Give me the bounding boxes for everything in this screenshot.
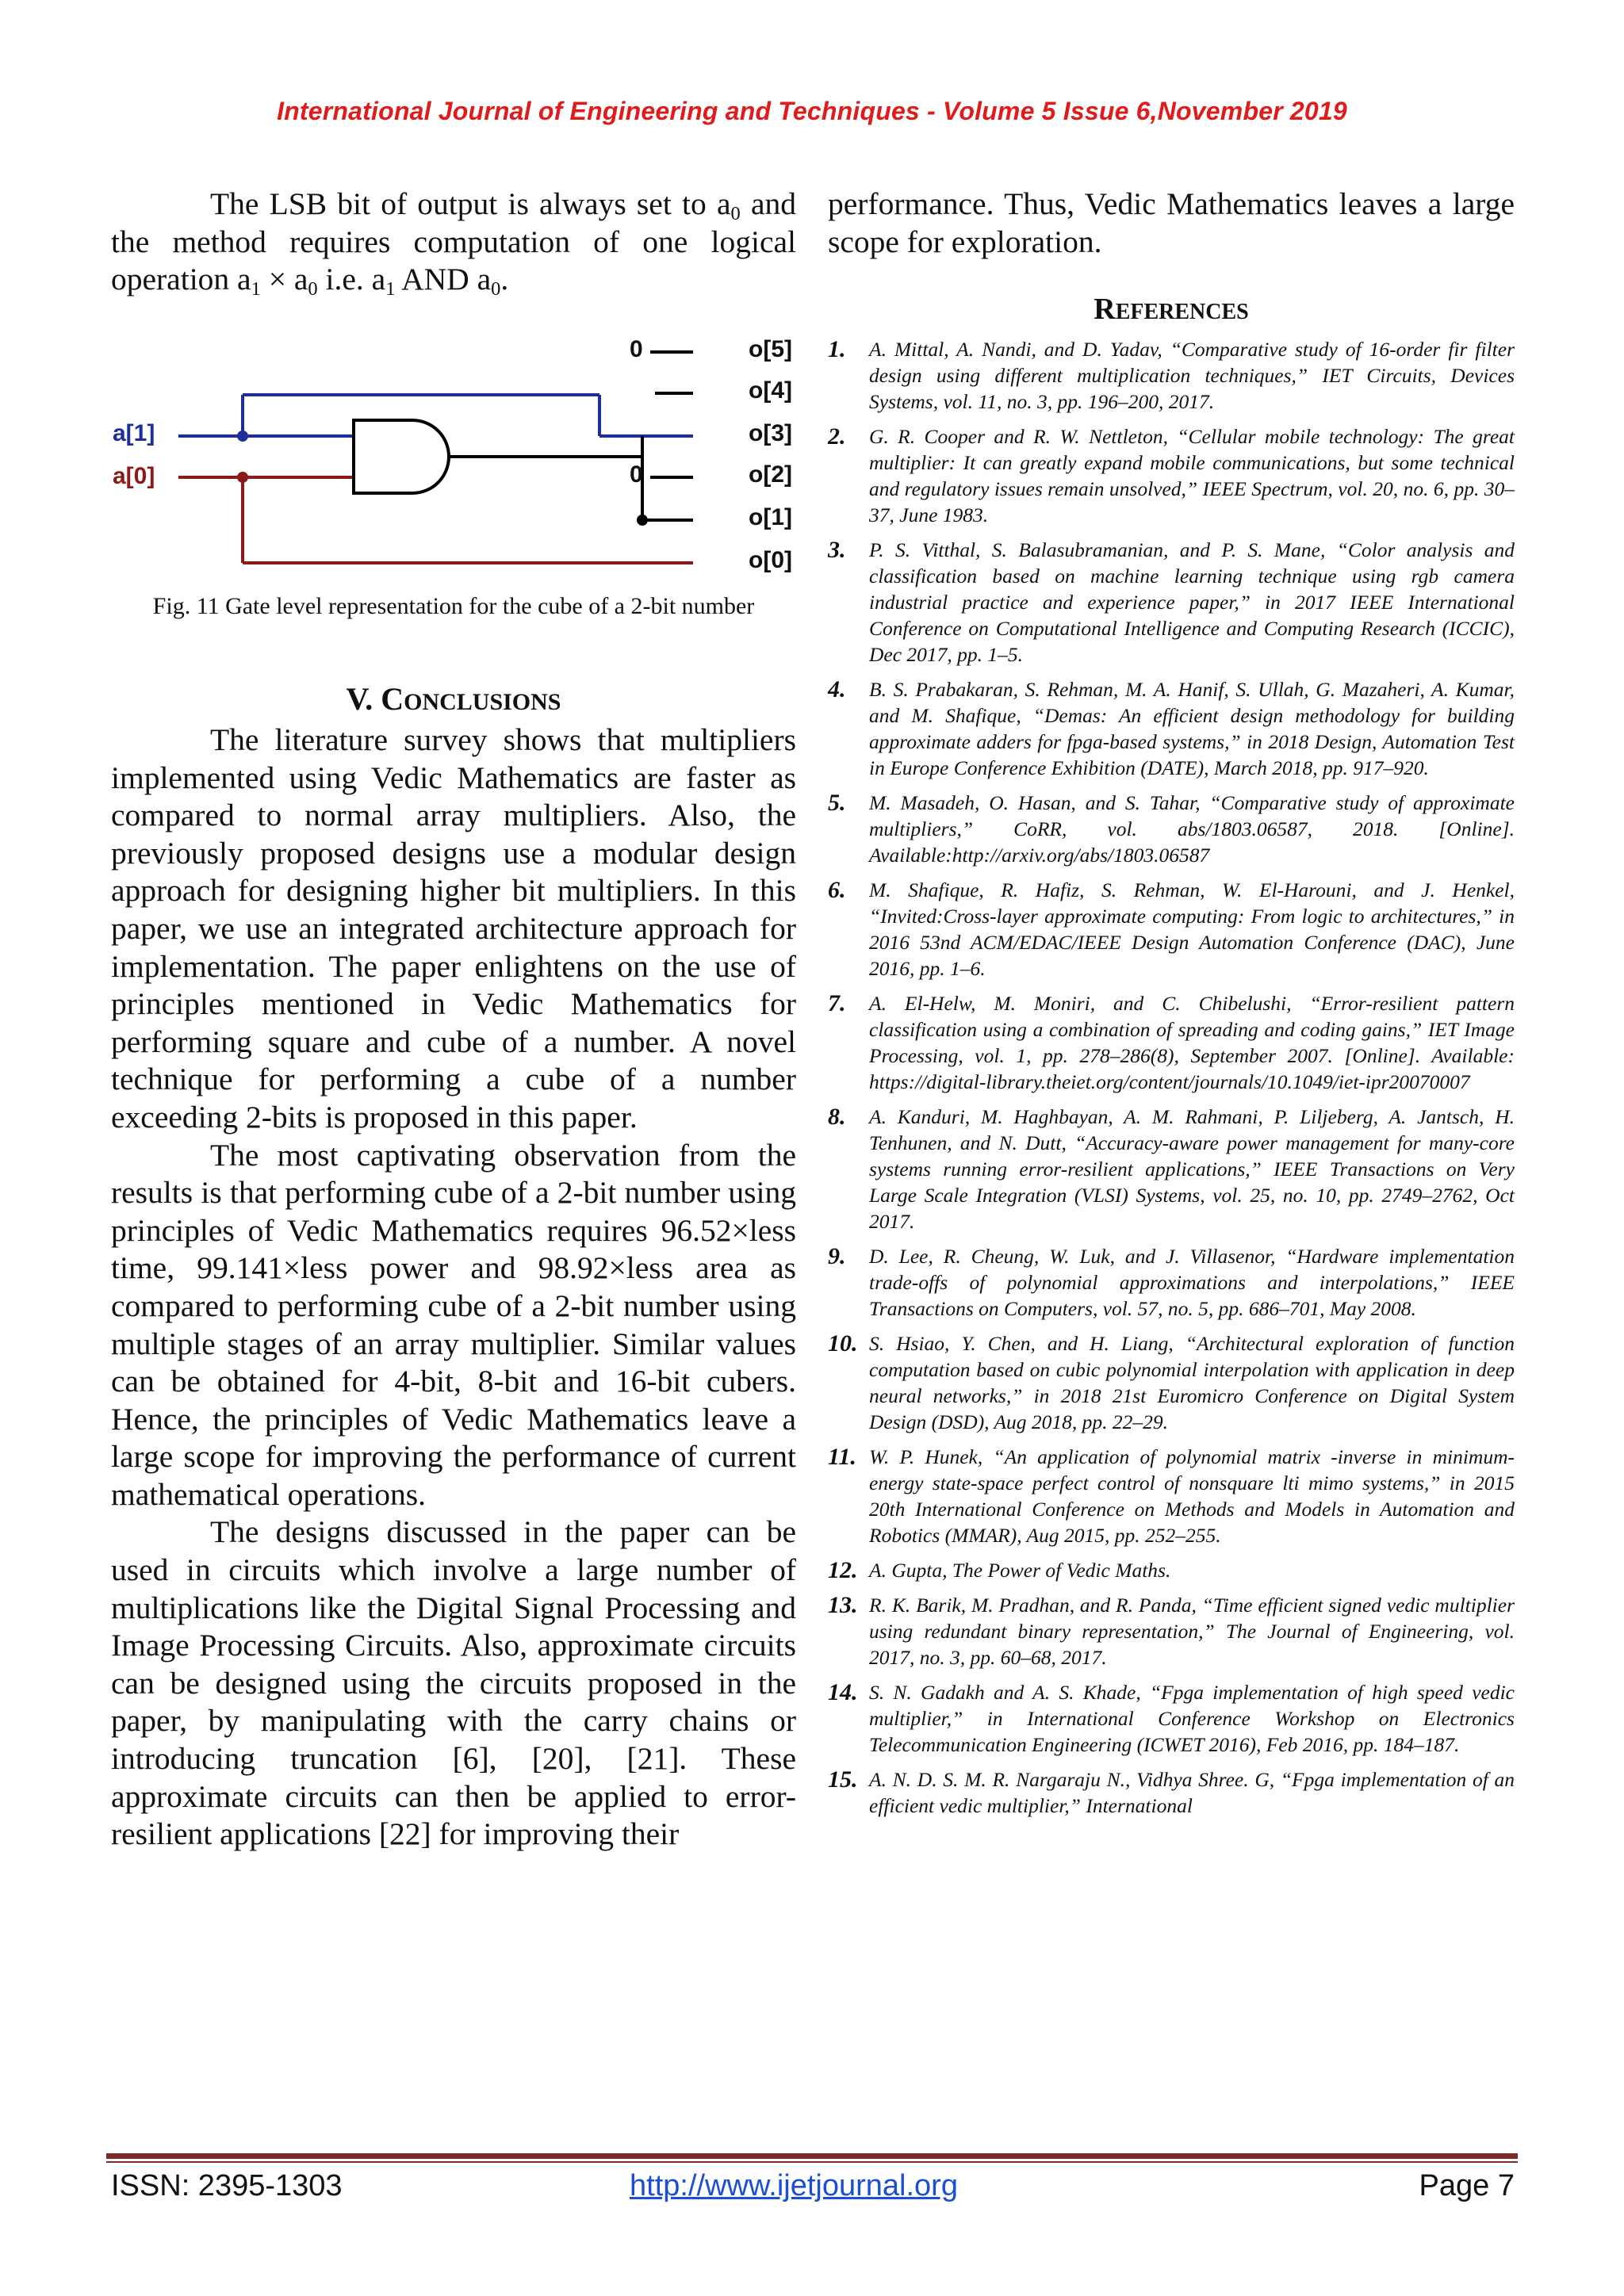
conclusions-body (111, 721, 796, 1854)
left-intro-paragraph: The LSB bit of output is always set to $a_0$ and the method requires computation of one logical operation $a_1 \times a_0$ i.e. $a_1$ AND $a_0$. (111, 186, 796, 300)
reference-item: 13. R. K. Barik, M. Pradhan, and R. Panda, “Time efficient signed vedic multiplier using redundant binary representation,” The Journal of Engineering, vol. 2017, no. 3, pp. 60–68, 2017. (828, 1592, 1515, 1669)
conclusion-paragraph: The most captivating observation from the results is that performing cube of a 2-bit number using principles of Vedic Mathematics requires 96.52×less time, 99.141×less power and 98.92×less area as compared to performing cube of a 2-bit number using multiple stages of an array multiplier. Similar values can be obtained for 4-bit, 8-bit and 16-bit cubers. Hence, the principles of Vedic Mathematics leave a large scope for improving the performance of current mathematical operations. (111, 1137, 796, 1512)
conclusion-paragraph: The designs discussed in the paper can be used in circuits which involve a large number of multiplications like the Digital Signal Processing and Image Processing Circuits. Also, approximate circuits can be designed using the circuits proposed in the paper, by manipulating with the carry chains or introducing truncation [6], [20], [21]. These approximate circuits can then be applied to error-resilient applications [22] for improving their (111, 1514, 796, 1852)
reference-item: 4. B. S. Prabakaran, S. Rehman, M. A. Hanif, S. Ullah, G. Mazaheri, A. Kumar, and M. Shafique, “Demas: An efficient design methodology for building approximate adders for fpga-based systems,” in 2018 Design, Automation Test in Europe Conference Exhibition (DATE), March 2018, pp. 917–920. (828, 676, 1515, 779)
reference-item: 10. S. Hsiao, Y. Chen, and H. Liang, “Architectural exploration of function computation based on cubic polynomial interpolation with application in deep neural networks,” in 2018 21st Euromicro Conference on Digital System Design (DSD), Aug 2018, pp. 22–29. (828, 1330, 1515, 1433)
input-label-a0: a[0] (113, 463, 155, 489)
reference-item: 14. S. N. Gadakh and A. S. Khade, “Fpga implementation of high speed vedic multiplier,” in International Conference Workshop on Electronics Telecommunication Engineering (ICWET 2016), Feb 2016, pp. 184–187. (828, 1679, 1515, 1756)
reference-item: 2. G. R. Cooper and R. W. Nettleton, “Cellular mobile technology: The great multiplier: It can greatly expand mobile communications, but some technical and regulatory issues remain unsolved,” IEEE Spectrum, vol. 20, no. 6, pp. 30–37, June 1983. (828, 423, 1515, 526)
reference-item: 5. M. Masadeh, O. Hasan, and S. Tahar, “Comparative study of approximate multipliers,” CoRR, vol. abs/1803.06587, 2018. [Online]. Available:http://arxiv.org/abs/1803.06587 (828, 790, 1515, 867)
conclusion-paragraph: The literature survey shows that multipliers implemented using Vedic Mathematics are faster as compared to normal array multipliers. Also, the previously proposed designs use a modular design approach for designing higher bit multipliers. In this paper, we use an integrated architecture approach for implementation. The paper enlightens on the use of principles mentioned in Vedic Mathematics for performing square and cube of a number. A novel technique for performing a cube of a number exceeding 2-bits is proposed in this paper. (111, 722, 796, 1135)
references-list (828, 336, 1515, 1827)
reference-item: 3. P. S. Vitthal, S. Balasubramanian, and P. S. Mane, “Color analysis and classification based on machine learning technique using rgb camera industrial practice and experience paper,” in 2017 IEEE International Conference on Computational Intelligence and Computing Research (ICCIC), Dec 2017, pp. 1–5. (828, 537, 1515, 666)
output-label-o5: o[5] (749, 336, 792, 362)
and-gate (354, 420, 449, 493)
reference-item: 7. A. El-Helw, M. Moniri, and C. Chibelushi, “Error-resilient pattern classification using a combination of spreading and coding gains,” IET Image Processing, vol. 1, pp. 278–286(8), September 2007. [Online]. Available: https://digital-library.theiet.org/content/journals/10.1049/iet-ipr20070007 (828, 990, 1515, 1093)
output-label-o2: o[2] (749, 461, 792, 488)
footer-rule (106, 2153, 1518, 2159)
reference-item: 15. A. N. D. S. M. R. Nargaraju N., Vidhya Shree. G, “Fpga implementation of an efficient vedic multiplier,” International (828, 1766, 1515, 1817)
references-heading: REFERENCES (1094, 293, 1249, 326)
reference-item: 1. A. Mittal, A. Nandi, and D. Yadav, “Comparative study of 16-order fir filter design using different multiplication techniques,” IET Circuits, Devices Systems, vol. 11, no. 3, pp. 196–200, 2017. (828, 336, 1515, 413)
a0-junction-dot (237, 472, 248, 483)
page-number: Page 7 (1419, 2169, 1515, 2202)
output-label-o4: o[4] (749, 377, 792, 404)
gate-level-figure (111, 327, 796, 580)
reference-item: 6. M. Shafique, R. Hafiz, S. Rehman, W. El-Harouni, and J. Henkel, “Invited:Cross-layer approximate computing: From logic to architectures,” in 2016 53nd ACM/EDAC/IEEE Design Automation Conference (DAC), June 2016, pp. 1–6. (828, 877, 1515, 980)
issn-label: ISSN: 2395-1303 (111, 2169, 343, 2202)
footer-rule-thin (106, 2161, 1518, 2163)
figure-caption: Fig. 11 Gate level representation for the cube of a 2-bit number (152, 593, 755, 619)
a1-junction-dot (237, 430, 248, 442)
output-label-o0: o[0] (749, 547, 792, 573)
input-label-a1: a[1] (113, 420, 155, 446)
a0-wire (178, 477, 693, 563)
output-junction-dot (637, 515, 648, 526)
right-intro-paragraph: performance. Thus, Vedic Mathematics leaves a large scope for exploration. (828, 186, 1515, 259)
page-footer (111, 2169, 1515, 2209)
journal-header: International Journal of Engineering and Techniques - Volume 5 Issue 6,November 2019 (277, 97, 1347, 125)
reference-item: 12. A. Gupta, The Power of Vedic Maths. (828, 1557, 1171, 1583)
reference-item: 9. D. Lee, R. Cheung, W. Luk, and J. Villasenor, “Hardware implementation trade-offs of polynomial approximations and interpolations,” IEEE Transactions on Computers, vol. 57, no. 5, pp. 686–701, May 2008. (828, 1243, 1515, 1320)
reference-item: 8. A. Kanduri, M. Haghbayan, A. M. Rahmani, P. Liljeberg, A. Jantsch, H. Tenhunen, and N. Dutt, “Accuracy-aware power management for many-core systems running error-resilient applications,” IEEE Transactions on Very Large Scale Integration (VLSI) Systems, vol. 25, no. 10, pp. 2749–2762, Oct 2017. (828, 1104, 1515, 1233)
reference-item: 11. W. P. Hunek, “An application of polynomial matrix -inverse in minimum-energy state-space perfect control of nonsquare lti mimo systems,” in 2015 20th International Conference on Methods and Models in Automation and Robotics (MMAR), Aug 2015, pp. 252–255. (828, 1444, 1515, 1547)
constant-zero-mid: 0 (630, 461, 643, 488)
journal-link[interactable]: http://www.ijetjournal.org (630, 2169, 958, 2202)
section-title-conclusions: V. CONCLUSIONS (346, 681, 561, 717)
constant-zero-top: 0 (630, 336, 643, 362)
output-label-o3: o[3] (749, 420, 792, 446)
output-label-o1: o[1] (749, 504, 792, 530)
